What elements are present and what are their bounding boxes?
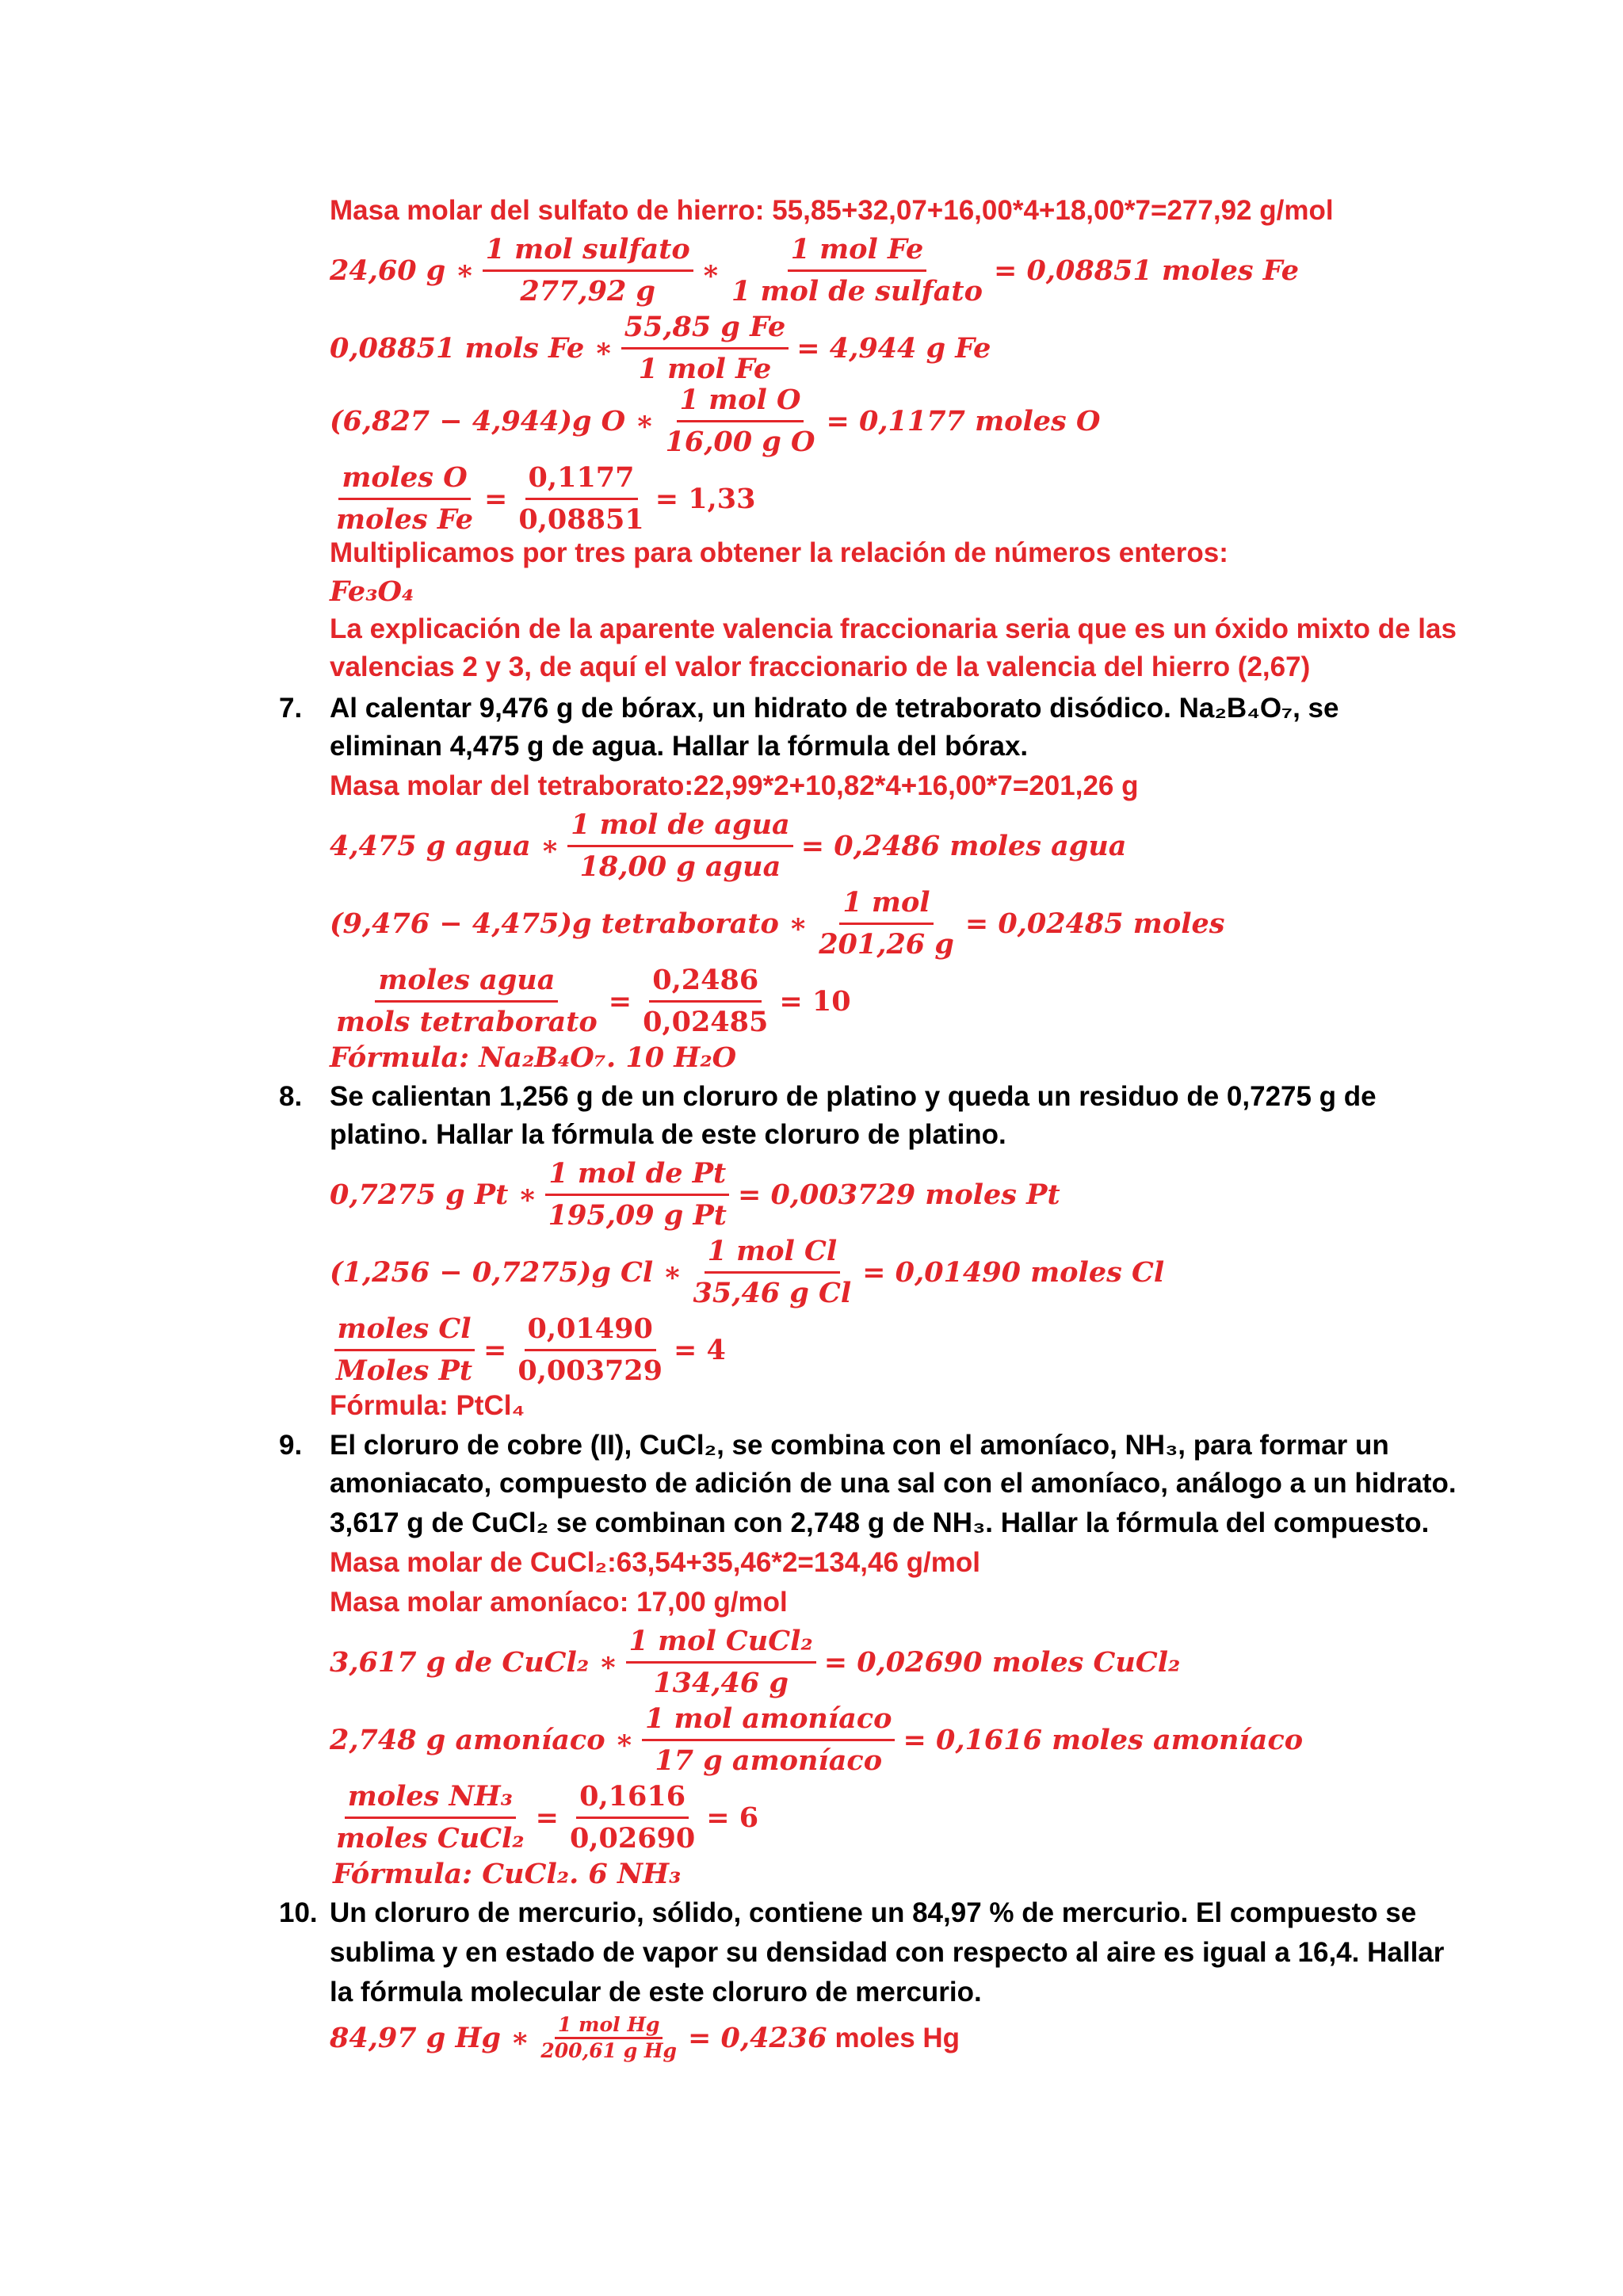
denominator: 18,00 g agua [579, 850, 781, 883]
numerator: moles NH₃ [345, 1777, 516, 1819]
denominator: 201,26 g [819, 928, 954, 961]
operator: = [535, 1801, 559, 1834]
masa-molar-cucl2: Masa molar de CuCl₂:63,54+35,46*2=134,46 g/mol [330, 1547, 980, 1578]
fraction [567, 805, 793, 887]
eq-result: = 0,2486 moles agua [800, 830, 1127, 862]
fraction-values [567, 1777, 698, 1859]
question-8-line-1: Se calientan 1,256 g de un cloruro de platino y queda un residuo de 0,7275 g de [330, 1081, 1377, 1112]
question-number: 9. [279, 1430, 303, 1461]
question-number: 7. [279, 693, 303, 724]
question-8-line-2: platino. Hallar la fórmula de este cloruro de platino. [330, 1119, 1006, 1150]
eq-result: = 10 [779, 985, 851, 1018]
numerator: 1 mol amoníaco [642, 1699, 896, 1741]
numerator: 55,85 g Fe [621, 308, 789, 350]
equation-ratio-cl-pt [325, 1309, 726, 1391]
denominator: 1 mol de sulfato [731, 275, 983, 308]
eq-result-unit: moles Hg [834, 2022, 960, 2053]
operator: ∗ [701, 254, 720, 287]
eq-result: = 0,4236 [688, 2022, 827, 2054]
equation-moles-cucl2 [330, 1622, 1180, 1703]
fraction-values [514, 1309, 666, 1391]
eq-pre: 84,97 g Hg ∗ [330, 2022, 530, 2054]
formula-amoniacato: Fórmula: CuCl₂. 6 NH₃ [333, 1857, 682, 1890]
operator: = [484, 483, 508, 515]
equation-moles-fe [330, 230, 1299, 311]
question-10-line-2: sublima y en estado de vapor su densidad con respecto al aire es igual a 16,4. Hallar [330, 1937, 1445, 1968]
numerator: moles O [338, 458, 470, 500]
denominator: 200,61 g Hg [540, 2039, 678, 2062]
eq-result: = 0,02485 moles [964, 907, 1225, 940]
fraction-labels [333, 458, 476, 540]
question-number: 8. [279, 1081, 303, 1112]
numerator: moles Cl [334, 1309, 475, 1351]
denominator: 0,08851 [518, 503, 644, 536]
denominator: mols tetraborato [336, 1006, 598, 1038]
question-9-line-2: amoniacato, compuesto de adición de una sal con el amoníaco, análogo a un hidrato. [330, 1468, 1457, 1499]
numerator: 1 mol [839, 883, 933, 925]
equation-moles-pt [330, 1154, 1060, 1236]
explicacion-line-1: La explicación de la aparente valencia fraccionaria seria que es un óxido mixto de las [330, 613, 1457, 644]
eq-pre: 4,475 g agua ∗ [330, 830, 560, 862]
equation-moles-o [330, 380, 1100, 462]
operator: = [483, 1334, 507, 1366]
eq-pre: 2,748 g amoníaco ∗ [330, 1724, 634, 1756]
denominator: 1 mol Fe [638, 353, 772, 385]
numerator: 1 mol de Pt [545, 1154, 729, 1196]
eq-pre: (9,476 − 4,475)g tetraborato ∗ [330, 907, 808, 940]
formula-ptcl4: Fórmula: PtCl₄ [330, 1390, 525, 1421]
eq-pre: 24,60 g ∗ [330, 254, 475, 287]
eq-pre: 0,08851 mols Fe ∗ [330, 332, 613, 365]
denominator: 0,003729 [517, 1354, 663, 1387]
numerator: 1 mol CuCl₂ [626, 1622, 816, 1664]
eq-result: = 6 [706, 1801, 759, 1834]
eq-result: = 0,1616 moles amoníaco [903, 1724, 1304, 1756]
denominator: 0,02690 [569, 1822, 696, 1855]
formula-fe3o4: Fe₃O₄ [330, 575, 414, 608]
eq-pre: 0,7275 g Pt ∗ [330, 1179, 537, 1211]
question-7-line-2: eliminan 4,475 g de agua. Hallar la fórmula del bórax. [330, 731, 1029, 762]
question-7-line-1: Al calentar 9,476 g de bórax, un hidrato de tetraborato disódico. Na₂B₄O₇, se [330, 693, 1339, 724]
equation-moles-hg [330, 2013, 960, 2063]
fraction-labels [333, 961, 601, 1042]
eq-result: = 0,003729 moles Pt [737, 1179, 1060, 1211]
numerator: 1 mol Cl [705, 1232, 841, 1274]
formula-borax: Fórmula: Na₂B₄O₇. 10 H₂O [330, 1041, 737, 1074]
question-number: 10. [279, 1897, 318, 1928]
eq-result: = 0,01490 moles Cl [862, 1256, 1165, 1289]
numerator: moles agua [375, 961, 558, 1003]
eq-result: = 0,08851 moles Fe [993, 254, 1299, 287]
denominator: 0,02485 [643, 1006, 769, 1038]
numerator: 1 mol Hg [555, 2013, 663, 2039]
fraction-values [515, 458, 647, 540]
numerator: 0,1177 [525, 458, 638, 500]
fraction-mol-fe [728, 230, 986, 311]
eq-pre: (1,256 − 0,7275)g Cl ∗ [330, 1256, 682, 1289]
question-10-line-1: Un cloruro de mercurio, sólido, contiene un 84,97 % de mercurio. El compuesto se [330, 1897, 1417, 1928]
denominator: moles Fe [336, 503, 474, 536]
denominator: 16,00 g O [665, 426, 815, 458]
fraction [545, 1154, 730, 1236]
denominator: 17 g amoníaco [655, 1744, 883, 1777]
eq-result: = 4,944 g Fe [796, 332, 991, 365]
fraction [621, 308, 789, 389]
question-10-line-3: la fórmula molecular de este cloruro de mercurio. [330, 1977, 982, 2008]
denominator: Moles Pt [336, 1354, 473, 1387]
denominator: 195,09 g Pt [548, 1199, 727, 1232]
eq-pre: 3,617 g de CuCl₂ ∗ [330, 1646, 618, 1679]
question-9-line-1: El cloruro de cobre (II), CuCl₂, se combina con el amoníaco, NH₃, para formar un [330, 1430, 1389, 1461]
denominator: 35,46 g Cl [693, 1277, 852, 1309]
denominator: 277,92 g [520, 275, 655, 308]
fraction [626, 1622, 816, 1703]
numerator: 1 mol O [677, 380, 804, 422]
eq-result: = 0,1177 moles O [826, 405, 1101, 437]
numerator: 1 mol de agua [567, 805, 793, 847]
fraction-labels [333, 1777, 528, 1859]
fraction [815, 883, 957, 965]
eq-result: = 4 [674, 1334, 726, 1366]
numerator: 0,2486 [649, 961, 762, 1003]
equation-ratio-o-fe [325, 458, 755, 540]
fraction [690, 1232, 855, 1313]
equation-ratio-agua [325, 961, 851, 1042]
equation-moles-cl [330, 1232, 1164, 1313]
masa-molar-tetraborato: Masa molar del tetraborato:22,99*2+10,82*4+16,00*7=201,26 g [330, 770, 1139, 801]
fraction [663, 380, 819, 462]
eq-result: = 0,02690 moles CuCl₂ [823, 1646, 1181, 1679]
multiplicamos-text: Multiplicamos por tres para obtener la relación de números enteros: [330, 537, 1228, 568]
equation-ratio-nh3-cucl2 [325, 1777, 758, 1859]
masa-molar-sulfato: Masa molar del sulfato de hierro: 55,85+32,07+16,00*4+18,00*7=277,92 g/mol [330, 195, 1334, 226]
fraction [642, 1699, 896, 1781]
explicacion-line-2: valencias 2 y 3, de aquí el valor fraccionario de la valencia del hierro (2,67) [330, 651, 1311, 682]
question-9-line-3: 3,617 g de CuCl₂ se combinan con 2,748 g de NH₃. Hallar la fórmula del compuesto. [330, 1507, 1430, 1538]
fraction-labels [333, 1309, 475, 1391]
equation-gramos-fe [330, 308, 991, 389]
masa-molar-amoniaco: Masa molar amoníaco: 17,00 g/mol [330, 1587, 788, 1618]
numerator: 1 mol Fe [788, 230, 927, 272]
denominator: moles CuCl₂ [336, 1822, 525, 1855]
equation-moles-tetraborato [330, 883, 1224, 965]
operator: = [608, 985, 632, 1018]
fraction [537, 2013, 680, 2063]
numerator: 0,1616 [576, 1777, 689, 1819]
numerator: 0,01490 [525, 1309, 656, 1351]
equation-moles-amoniaco [330, 1699, 1303, 1781]
fraction-values [640, 961, 771, 1042]
eq-pre: (6,827 − 4,944)g O ∗ [330, 405, 655, 437]
equation-moles-agua [330, 805, 1126, 887]
fraction-sulfato [483, 230, 693, 311]
denominator: 134,46 g [653, 1667, 789, 1699]
eq-result: = 1,33 [655, 483, 756, 515]
numerator: 1 mol sulfato [483, 230, 693, 272]
